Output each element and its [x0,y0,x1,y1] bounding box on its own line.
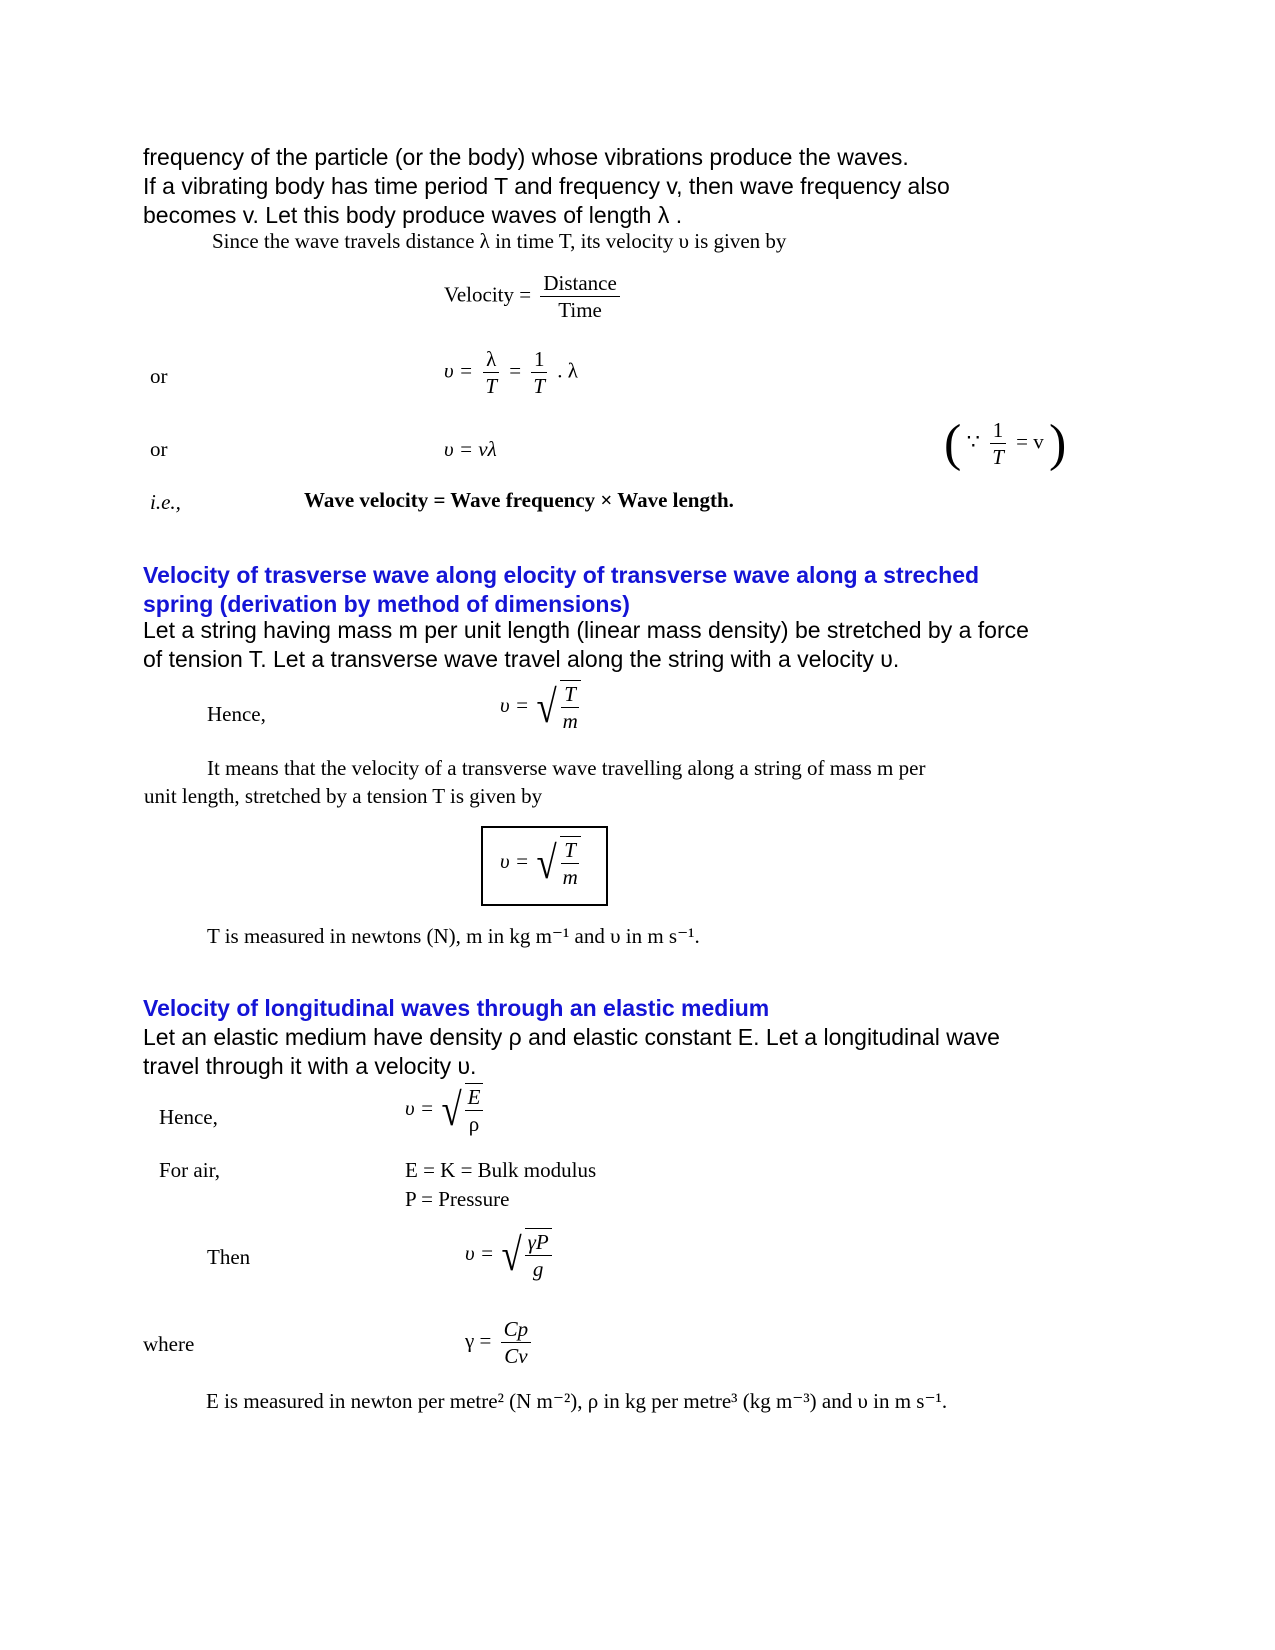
den: Cv [504,1344,528,1368]
denominator-time: Time [558,298,602,322]
heading-line: spring (derivation by method of dimensions) [143,591,630,617]
or-label: or [150,364,168,388]
v-lambda-over-T-formula [444,346,578,399]
den: T [533,374,546,398]
sqrt: √ $\frac{\gamma P}{g}$ [499,1228,551,1282]
v-lhs: υ = [500,692,530,717]
v-lhs: υ = [405,1095,435,1120]
equals-v: = v [1016,429,1044,454]
num: λ [483,346,499,373]
sqrt: √ $\frac{T}{m}$ [534,680,580,734]
v-lhs: υ = [465,1240,495,1265]
den: m [562,709,578,733]
v-sqrt-T-over-m [500,680,581,734]
den: ρ [468,1112,480,1136]
means-line: It means that the velocity of a transverse wave travelling along a string of mass m per [207,756,926,780]
velocity-lhs: Velocity = [444,282,532,307]
paren-right: ) [1048,415,1067,472]
boxed-v-sqrt-T-over-m [500,836,581,890]
since-text: Since the wave travels distance λ in time T, its velocity υ is given by [212,229,787,253]
paren-left: ( [944,415,962,472]
for-air-label: For air, [159,1158,220,1182]
v-lhs: υ = [500,848,530,873]
or-label: or [150,437,168,461]
transverse-units: T is measured in newtons (N), m in kg m⁻¹ and υ in m s⁻¹. [207,924,700,948]
num: E [465,1084,484,1111]
hence-label: Hence, [159,1105,218,1129]
wave-velocity-statement: Wave velocity = Wave frequency × Wave length. [304,488,734,512]
velocity-formula [444,270,624,323]
num: 1 [531,346,548,373]
num: T [561,837,579,864]
num: T [561,681,579,708]
section-heading-longitudinal: Velocity of longitudinal waves through an elastic medium [143,995,770,1021]
formula-text: υ = vλ [444,437,497,461]
den: T [485,374,497,398]
num: Cp [501,1316,532,1343]
pressure-def: P = Pressure [405,1187,510,1211]
because-symbol: ∵ [966,429,980,454]
intro-text [143,143,950,230]
den: T [992,445,1004,469]
para-line: Let a string having mass m per unit length (linear mass density) be stretched by a force [143,617,1029,643]
numerator-distance: Distance [540,270,619,297]
then-label: Then [207,1245,251,1269]
gamma-lhs: γ = [465,1328,492,1353]
longitudinal-paragraph [143,1023,1000,1081]
ie-text: i.e., [150,490,181,514]
means-line: unit length, stretched by a tension T is given by [144,784,543,808]
intro-line: becomes v. Let this body produce waves of length λ . [143,202,683,228]
den: m [562,865,578,889]
v-lhs: υ = [444,358,474,383]
v-sqrt-gammaP-over-g [465,1228,552,1282]
transverse-paragraph [143,616,1029,674]
times-lambda: . λ [557,358,578,383]
bulk-modulus-def: E = K = Bulk modulus [405,1158,597,1182]
where-label: where [143,1332,195,1356]
intro-line: frequency of the particle (or the body) whose vibrations produce the waves. [143,144,909,170]
intro-line: If a vibrating body has time period T and frequency v, then wave frequency also [143,173,950,199]
sqrt: √ $\frac{E}{\rho}$ [439,1083,483,1137]
para-line: of tension T. Let a transverse wave travel along the string with a velocity υ. [143,646,900,672]
v-equals-nu-lambda [444,437,497,462]
den: g [532,1257,544,1281]
para-line: travel through it with a velocity υ. [143,1053,477,1079]
section-heading-transverse [143,561,979,619]
heading-line: Velocity of trasverse wave along elocity of transverse wave along a streched [143,562,980,588]
hence-label: Hence, [207,702,266,726]
since-note [944,414,1066,473]
longitudinal-units: E is measured in newton per metre² (N m⁻²), ρ in kg per metre³ (kg m⁻³) and υ in m s⁻¹. [206,1389,948,1413]
v-sqrt-E-over-rho [405,1083,483,1137]
para-line: Let an elastic medium have density ρ and elastic constant E. Let a longitudinal wave [143,1024,1000,1050]
sqrt: √ $\frac{T}{m}$ [534,836,580,890]
ie-label [150,490,181,515]
equals: = [509,358,522,383]
gamma-formula [465,1316,535,1369]
num: 1 [990,417,1007,444]
num: γP [525,1229,552,1256]
